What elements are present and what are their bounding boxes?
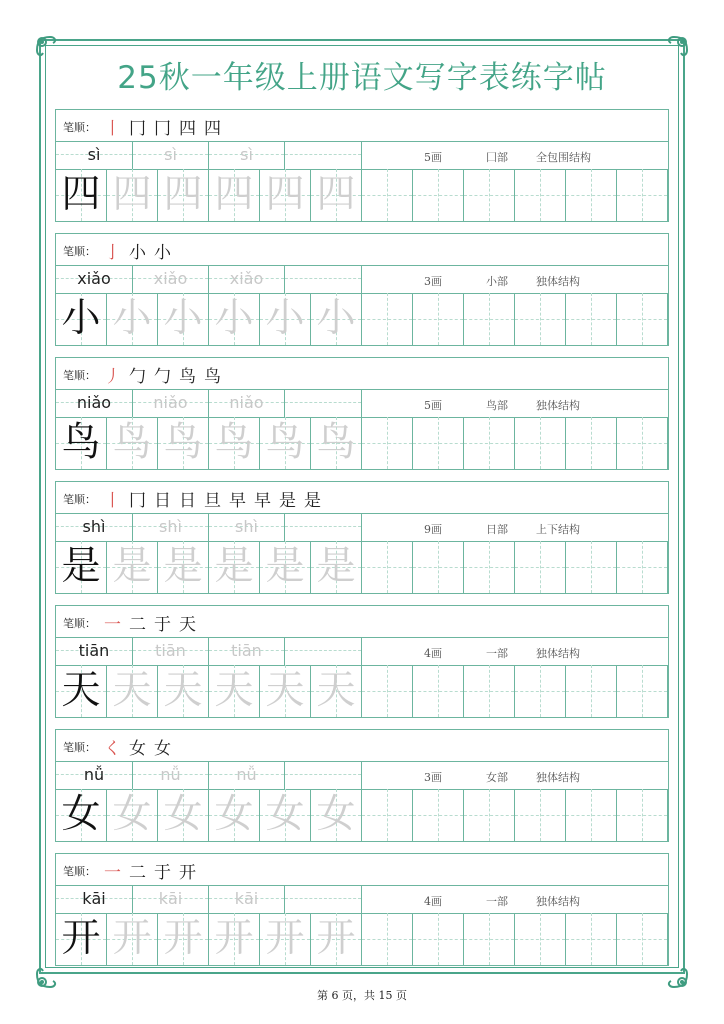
character-cell	[107, 169, 158, 221]
blank-practice-cell	[413, 541, 464, 593]
model-character: 鸟	[61, 420, 101, 465]
pinyin-trace: nǚ	[236, 765, 257, 784]
blank-practice-cell	[413, 789, 464, 841]
model-character: 开	[61, 916, 101, 961]
stroke-count: 5画	[424, 151, 442, 164]
character-cell	[260, 293, 311, 345]
stroke-count: 5画	[424, 399, 442, 412]
pinyin-trace: niǎo	[229, 393, 264, 412]
character-cell	[311, 665, 362, 717]
stroke-step: く	[104, 738, 121, 759]
pinyin-text: shì	[82, 517, 106, 536]
character-cell	[56, 417, 107, 469]
blank-practice-cell	[413, 417, 464, 469]
trace-character: 四	[163, 172, 203, 217]
stroke-sequence	[104, 609, 196, 635]
stroke-sequence	[104, 113, 221, 139]
stroke-step: 于	[154, 614, 171, 635]
character-cell	[56, 541, 107, 593]
pinyin-cell	[56, 885, 133, 913]
character-cell	[107, 913, 158, 965]
character-cell	[311, 417, 362, 469]
stroke-step: 小	[154, 242, 171, 263]
model-character: 女	[61, 792, 101, 837]
character-entry	[55, 853, 669, 966]
character-cell	[158, 913, 209, 965]
writing-grid-row	[56, 665, 668, 717]
pinyin-cell	[133, 637, 209, 665]
character-cell	[107, 541, 158, 593]
character-cell	[260, 665, 311, 717]
trace-character: 天	[214, 668, 254, 713]
trace-character: 四	[214, 172, 254, 217]
blank-practice-cell	[617, 169, 668, 221]
pinyin-cell	[285, 141, 362, 169]
radical: 一部	[486, 647, 508, 660]
stroke-count: 3画	[424, 771, 442, 784]
blank-practice-cell	[566, 417, 617, 469]
blank-practice-cell	[413, 913, 464, 965]
writing-grid-row	[56, 913, 668, 965]
character-cell	[158, 417, 209, 469]
stroke-step: 于	[154, 862, 171, 883]
stroke-sequence	[104, 237, 171, 263]
writing-grid-row	[56, 541, 668, 593]
radical: 一部	[486, 895, 508, 908]
pinyin-text: nǚ	[83, 765, 105, 784]
pinyin-cell	[285, 761, 362, 789]
character-cell	[107, 293, 158, 345]
pinyin-cell	[209, 513, 285, 541]
writing-grid-row	[56, 417, 668, 469]
pinyin-trace: kāi	[234, 889, 259, 908]
stroke-step: 亅	[104, 242, 121, 263]
character-cell	[56, 665, 107, 717]
structure: 上下结构	[536, 523, 580, 536]
stroke-order-row	[56, 110, 668, 142]
pinyin-trace: shì	[235, 517, 258, 536]
pinyin-cell	[209, 265, 285, 293]
character-entry	[55, 605, 669, 718]
stroke-sequence	[104, 733, 171, 759]
blank-practice-cell	[566, 789, 617, 841]
character-cell	[107, 417, 158, 469]
structure: 独体结构	[536, 647, 580, 660]
stroke-step: 冂	[154, 118, 171, 139]
pinyin-cell	[285, 513, 362, 541]
structure: 全包围结构	[536, 151, 591, 164]
stroke-step: 丨	[104, 118, 121, 139]
character-cell	[107, 789, 158, 841]
blank-practice-cell	[617, 665, 668, 717]
trace-character: 女	[163, 792, 203, 837]
writing-grid-row	[56, 789, 668, 841]
blank-practice-cell	[464, 417, 515, 469]
pinyin-cell	[285, 637, 362, 665]
trace-character: 鸟	[163, 420, 203, 465]
trace-character: 开	[265, 916, 305, 961]
stroke-step: 冂	[129, 490, 146, 511]
trace-character: 小	[112, 296, 152, 341]
pinyin-text: niǎo	[76, 393, 112, 412]
stroke-step: 天	[179, 614, 196, 635]
pinyin-row	[56, 389, 668, 418]
character-cell	[260, 789, 311, 841]
pinyin-cell	[209, 141, 285, 169]
pinyin-row	[56, 265, 668, 294]
stroke-step: 鸟	[204, 366, 221, 387]
character-cell	[311, 169, 362, 221]
blank-practice-cell	[515, 665, 566, 717]
trace-character: 四	[112, 172, 152, 217]
stroke-count: 9画	[424, 523, 442, 536]
blank-practice-cell	[362, 541, 413, 593]
character-cell	[209, 913, 260, 965]
blank-practice-cell	[515, 417, 566, 469]
trace-character: 四	[265, 172, 305, 217]
stroke-order-label: 笔顺：	[63, 741, 96, 754]
pinyin-trace: kāi	[158, 889, 183, 908]
stroke-order-row	[56, 854, 668, 886]
character-cell	[56, 913, 107, 965]
blank-practice-cell	[413, 293, 464, 345]
trace-character: 天	[112, 668, 152, 713]
stroke-sequence	[104, 857, 196, 883]
pinyin-cell	[133, 513, 209, 541]
stroke-step: 丨	[104, 490, 121, 511]
pinyin-text: xiǎo	[77, 269, 111, 288]
blank-practice-cell	[515, 541, 566, 593]
pinyin-trace: xiǎo	[153, 269, 188, 288]
trace-character: 女	[316, 792, 356, 837]
blank-practice-cell	[617, 417, 668, 469]
pinyin-cell	[133, 885, 209, 913]
stroke-step: 是	[304, 490, 321, 511]
stroke-order-row	[56, 730, 668, 762]
blank-practice-cell	[566, 913, 617, 965]
radical: 女部	[486, 771, 508, 784]
blank-practice-cell	[464, 913, 515, 965]
stroke-order-row	[56, 234, 668, 266]
pinyin-cell	[133, 265, 209, 293]
radical: 囗部	[486, 151, 508, 164]
blank-practice-cell	[464, 789, 515, 841]
character-cell	[107, 665, 158, 717]
blank-practice-cell	[413, 665, 464, 717]
structure: 独体结构	[536, 895, 580, 908]
pinyin-cell	[209, 389, 285, 417]
trace-character: 开	[112, 916, 152, 961]
stroke-step: 鸟	[179, 366, 196, 387]
trace-character: 鸟	[214, 420, 254, 465]
character-cell	[311, 913, 362, 965]
pinyin-cell	[133, 141, 209, 169]
trace-character: 是	[316, 544, 356, 589]
trace-character: 鸟	[112, 420, 152, 465]
blank-practice-cell	[464, 541, 515, 593]
stroke-step: 小	[129, 242, 146, 263]
character-cell	[209, 789, 260, 841]
radical: 鸟部	[486, 399, 508, 412]
stroke-step: 四	[204, 118, 221, 139]
trace-character: 天	[316, 668, 356, 713]
writing-grid-row	[56, 293, 668, 345]
blank-practice-cell	[515, 293, 566, 345]
pinyin-text: kāi	[82, 889, 106, 908]
pinyin-cell	[133, 761, 209, 789]
trace-character: 是	[214, 544, 254, 589]
pinyin-row	[56, 637, 668, 666]
trace-character: 女	[112, 792, 152, 837]
character-cell	[209, 665, 260, 717]
stroke-step: 日	[179, 490, 196, 511]
stroke-order-row	[56, 482, 668, 514]
stroke-order-label: 笔顺：	[63, 121, 96, 134]
page-footer: 第 6 页，共 15 页	[317, 989, 407, 1002]
pinyin-row	[56, 761, 668, 790]
pinyin-cell	[56, 513, 133, 541]
trace-character: 开	[316, 916, 356, 961]
stroke-order-label: 笔顺：	[63, 617, 96, 630]
character-cell	[158, 293, 209, 345]
trace-character: 女	[265, 792, 305, 837]
stroke-step: 是	[279, 490, 296, 511]
stroke-step: 一	[104, 862, 121, 883]
trace-character: 是	[112, 544, 152, 589]
pinyin-text: sì	[87, 145, 101, 164]
stroke-step: 早	[254, 490, 271, 511]
character-cell	[158, 665, 209, 717]
stroke-count: 4画	[424, 647, 442, 660]
writing-grid-row	[56, 169, 668, 221]
blank-practice-cell	[566, 541, 617, 593]
character-cell	[158, 541, 209, 593]
stroke-order-row	[56, 358, 668, 390]
pinyin-trace: niǎo	[153, 393, 188, 412]
stroke-step: 日	[154, 490, 171, 511]
blank-practice-cell	[362, 293, 413, 345]
character-cell	[209, 417, 260, 469]
structure: 独体结构	[536, 275, 580, 288]
structure: 独体结构	[536, 399, 580, 412]
character-cell	[260, 417, 311, 469]
blank-practice-cell	[515, 789, 566, 841]
stroke-step: 一	[104, 614, 121, 635]
stroke-step: 四	[179, 118, 196, 139]
character-cell	[209, 541, 260, 593]
pinyin-trace: sì	[164, 145, 177, 164]
blank-practice-cell	[362, 913, 413, 965]
trace-character: 是	[265, 544, 305, 589]
pinyin-cell	[56, 141, 133, 169]
character-cell	[56, 293, 107, 345]
pinyin-row	[56, 885, 668, 914]
radical: 日部	[486, 523, 508, 536]
stroke-count: 4画	[424, 895, 442, 908]
blank-practice-cell	[515, 169, 566, 221]
model-character: 是	[61, 544, 101, 589]
stroke-sequence	[104, 361, 221, 387]
character-cell	[158, 789, 209, 841]
character-entry	[55, 357, 669, 470]
character-entry	[55, 109, 669, 222]
trace-character: 四	[316, 172, 356, 217]
stroke-step: 女	[129, 738, 146, 759]
stroke-step: 早	[229, 490, 246, 511]
stroke-order-label: 笔顺：	[63, 493, 96, 506]
radical: 小部	[486, 275, 508, 288]
character-cell	[260, 169, 311, 221]
stroke-step: 冂	[129, 118, 146, 139]
blank-practice-cell	[617, 913, 668, 965]
trace-character: 天	[163, 668, 203, 713]
pinyin-trace: shì	[159, 517, 182, 536]
stroke-order-row	[56, 606, 668, 638]
trace-character: 鸟	[316, 420, 356, 465]
blank-practice-cell	[464, 169, 515, 221]
pinyin-trace: xiǎo	[229, 269, 264, 288]
stroke-step: 二	[129, 614, 146, 635]
character-cell	[209, 293, 260, 345]
blank-practice-cell	[566, 169, 617, 221]
stroke-step: 开	[179, 862, 196, 883]
structure: 独体结构	[536, 771, 580, 784]
character-cell	[260, 541, 311, 593]
character-entry	[55, 481, 669, 594]
character-entry	[55, 729, 669, 842]
character-cell	[311, 789, 362, 841]
pinyin-cell	[285, 265, 362, 293]
blank-practice-cell	[617, 789, 668, 841]
character-cell	[311, 293, 362, 345]
blank-practice-cell	[362, 665, 413, 717]
pinyin-cell	[285, 389, 362, 417]
character-cell	[209, 169, 260, 221]
stroke-step: 勹	[154, 366, 171, 387]
blank-practice-cell	[362, 417, 413, 469]
blank-practice-cell	[362, 789, 413, 841]
character-cell	[260, 913, 311, 965]
pinyin-cell	[56, 389, 133, 417]
blank-practice-cell	[413, 169, 464, 221]
trace-character: 小	[214, 296, 254, 341]
pinyin-cell	[133, 389, 209, 417]
character-cell	[56, 789, 107, 841]
stroke-step: 丿	[104, 366, 121, 387]
pinyin-cell	[56, 637, 133, 665]
trace-character: 小	[163, 296, 203, 341]
stroke-step: 女	[154, 738, 171, 759]
pinyin-row	[56, 141, 668, 170]
trace-character: 是	[163, 544, 203, 589]
stroke-step: 二	[129, 862, 146, 883]
blank-practice-cell	[566, 293, 617, 345]
stroke-count: 3画	[424, 275, 442, 288]
stroke-step: 旦	[204, 490, 221, 511]
pinyin-trace: tiān	[231, 641, 262, 660]
blank-practice-cell	[617, 541, 668, 593]
blank-practice-cell	[515, 913, 566, 965]
trace-character: 小	[265, 296, 305, 341]
blank-practice-cell	[464, 665, 515, 717]
model-character: 小	[61, 296, 101, 341]
trace-character: 鸟	[265, 420, 305, 465]
character-entry	[55, 233, 669, 346]
stroke-order-label: 笔顺：	[63, 245, 96, 258]
stroke-step: 勹	[129, 366, 146, 387]
page-title: 25秋一年级上册语文写字表练字帖	[117, 60, 607, 96]
stroke-sequence	[104, 485, 321, 511]
pinyin-trace: nǚ	[160, 765, 181, 784]
trace-character: 开	[163, 916, 203, 961]
trace-character: 小	[316, 296, 356, 341]
trace-character: 天	[265, 668, 305, 713]
stroke-order-label: 笔顺：	[63, 369, 96, 382]
pinyin-cell	[56, 265, 133, 293]
pinyin-cell	[209, 885, 285, 913]
character-cell	[158, 169, 209, 221]
pinyin-trace: tiān	[155, 641, 186, 660]
pinyin-row	[56, 513, 668, 542]
character-cell	[56, 169, 107, 221]
model-character: 四	[61, 172, 101, 217]
blank-practice-cell	[464, 293, 515, 345]
blank-practice-cell	[566, 665, 617, 717]
pinyin-trace: sì	[240, 145, 253, 164]
blank-practice-cell	[617, 293, 668, 345]
stroke-order-label: 笔顺：	[63, 865, 96, 878]
model-character: 天	[61, 668, 101, 713]
character-cell	[311, 541, 362, 593]
pinyin-cell	[285, 885, 362, 913]
pinyin-cell	[209, 637, 285, 665]
trace-character: 女	[214, 792, 254, 837]
pinyin-cell	[209, 761, 285, 789]
blank-practice-cell	[362, 169, 413, 221]
trace-character: 开	[214, 916, 254, 961]
pinyin-cell	[56, 761, 133, 789]
pinyin-text: tiān	[78, 641, 110, 660]
